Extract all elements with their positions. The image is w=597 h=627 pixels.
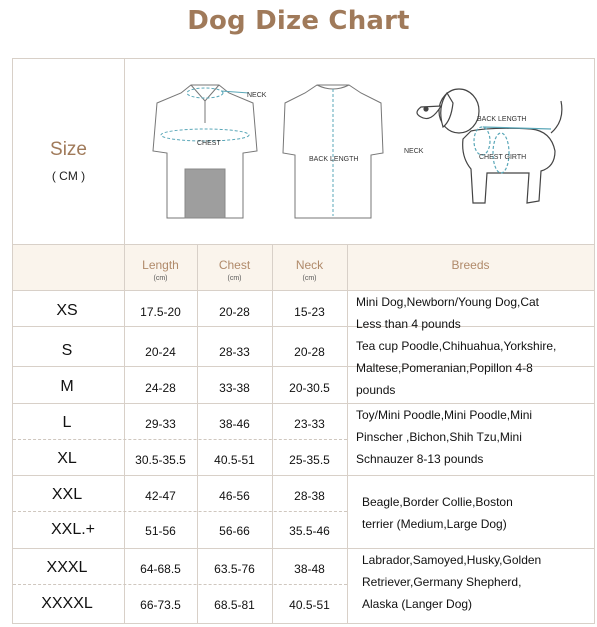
- column-header-length: [124, 258, 197, 282]
- page-title: Dog Dize Chart: [187, 6, 410, 36]
- size-chart-table: [12, 58, 595, 624]
- neck-xl: 25-35.5: [289, 453, 330, 467]
- breeds-group-3: [356, 404, 532, 470]
- chest-xl: 40.5-51: [214, 453, 255, 467]
- column-header-length-label: Length: [142, 258, 179, 272]
- breeds-line: Maltese,Pomeranian,Popillon 4-8: [356, 361, 533, 375]
- breeds-line: Less than 4 pounds: [356, 317, 461, 331]
- column-header-neck-label: Neck: [295, 258, 324, 272]
- breeds-line: Pinscher ,Bichon,Shih Tzu,Mini: [356, 430, 522, 444]
- breeds-line: Mini Dog,Newborn/Young Dog,Cat: [356, 295, 539, 309]
- column-header-chest-label: Chest: [218, 258, 251, 272]
- dog-illustration: [417, 89, 562, 203]
- breeds-line: Toy/Mini Poodle,Mini Poodle,Mini: [356, 408, 533, 422]
- breeds-line: Labrador,Samoyed,Husky,Golden: [362, 553, 542, 567]
- chest-girth-label: CHEST GIRTH: [479, 154, 527, 161]
- chest-xs: 20-28: [219, 305, 250, 319]
- column-header-neck-unit: (cm): [302, 275, 317, 282]
- divider: [124, 59, 125, 624]
- column-header-chest-unit: (cm): [227, 275, 242, 282]
- size-unit: ( CM ): [51, 169, 86, 183]
- divider: [13, 439, 347, 440]
- back-length-label-shirt: BACK LENGTH: [309, 156, 359, 163]
- neck-xxl: 28-38: [294, 489, 325, 503]
- breeds-line: Schnauzer 8-13 pounds: [356, 452, 484, 466]
- breeds-group-5: [362, 549, 541, 615]
- size-label: Size: [50, 139, 87, 160]
- back-length-label-dog: BACK LENGTH: [477, 116, 527, 123]
- divider: [347, 244, 348, 624]
- breeds-line: pounds: [356, 383, 396, 397]
- column-header-chest: [197, 258, 272, 282]
- breeds-group-4: [362, 491, 513, 535]
- size-xxxl: XXXL: [46, 559, 88, 576]
- shirt-front-illustration: [153, 85, 257, 218]
- length-m: 24-28: [145, 381, 176, 395]
- length-xs: 17.5-20: [140, 305, 181, 319]
- neck-label-shirt: NECK: [247, 92, 267, 99]
- size-xs: XS: [56, 302, 78, 319]
- divider: [13, 244, 594, 245]
- length-xxxl: 64-68.5: [140, 562, 181, 576]
- breeds-group-1: [356, 291, 539, 335]
- shirt-back-illustration: [283, 85, 383, 218]
- neck-label-dog: NECK: [404, 148, 424, 155]
- divider: [13, 511, 347, 512]
- column-header-breeds-label: Breeds: [451, 258, 490, 272]
- chest-m: 33-38: [219, 381, 250, 395]
- breeds-line: Tea cup Poodle,Chihuahua,Yorkshire,: [356, 339, 557, 353]
- size-s: S: [61, 342, 73, 359]
- breeds-line: Retriever,Germany Shepherd,: [362, 575, 522, 589]
- chest-xxxl: 63.5-76: [214, 562, 255, 576]
- size-l: L: [62, 414, 72, 431]
- chest-l: 38-46: [219, 417, 250, 431]
- length-xxl: 42-47: [145, 489, 176, 503]
- chest-xxl-plus: 56-66: [219, 524, 250, 538]
- breeds-group-2: [356, 335, 556, 401]
- chest-label: CHEST: [197, 140, 221, 147]
- divider: [13, 584, 347, 585]
- neck-s: 20-28: [294, 345, 325, 359]
- length-l: 29-33: [145, 417, 176, 431]
- size-m: M: [60, 378, 74, 395]
- chest-xxl: 46-56: [219, 489, 250, 503]
- chest-xxxxl: 68.5-81: [214, 598, 255, 612]
- size-xl: XL: [57, 450, 77, 467]
- breeds-line: Beagle,Border Collie,Boston: [362, 495, 513, 509]
- length-xl: 30.5-35.5: [135, 453, 186, 467]
- length-xxl-plus: 51-56: [145, 524, 176, 538]
- column-header-breeds: [347, 258, 594, 272]
- neck-xs: 15-23: [294, 305, 325, 319]
- length-s: 20-24: [145, 345, 176, 359]
- breeds-line: terrier (Medium,Large Dog): [362, 517, 507, 531]
- column-header-neck: [272, 258, 347, 282]
- neck-xxxxl: 40.5-51: [289, 598, 330, 612]
- breeds-line: Alaska (Langer Dog): [362, 597, 473, 611]
- divider: [13, 475, 594, 476]
- size-xxl: XXL: [51, 486, 83, 503]
- measurement-diagram: [131, 61, 591, 241]
- length-xxxxl: 66-73.5: [140, 598, 181, 612]
- size-xxl-plus: XXL.+: [50, 521, 96, 538]
- chest-s: 28-33: [219, 345, 250, 359]
- column-header-length-unit: (cm): [153, 275, 168, 282]
- neck-xxl-plus: 35.5-46: [289, 524, 330, 538]
- neck-m: 20-30.5: [289, 381, 330, 395]
- size-xxxxl: XXXXL: [41, 595, 93, 612]
- neck-l: 23-33: [294, 417, 325, 431]
- neck-xxxl: 38-48: [294, 562, 325, 576]
